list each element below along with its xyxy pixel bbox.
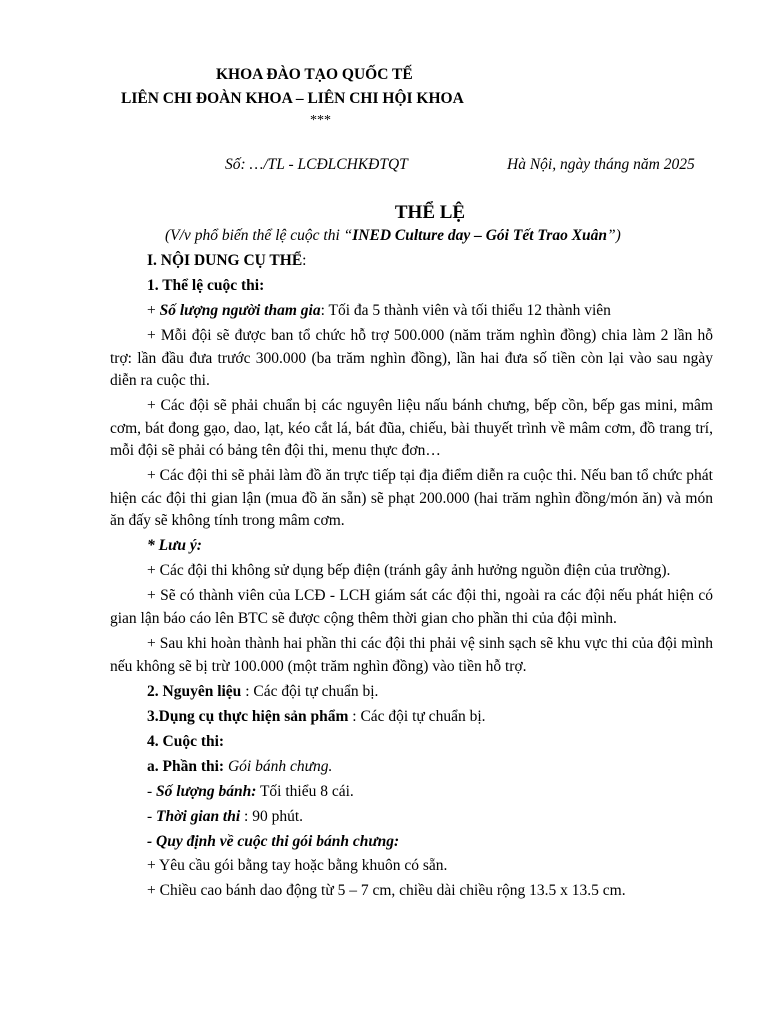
rule-funding: + Mỗi đội sẽ được ban tổ chức hỗ trợ 500.000 (năm trăm nghìn đồng) chia làm 2 lần hỗ trợ: lần đầu đưa trước 300.000 (ba trăm nghìn đồng), lần hai đưa số tiền còn lại vào sau ngày diễn ra cuộc thi. <box>110 326 713 390</box>
subtitle-prefix: (V/v phổ biến thể lệ cuộc thi “ <box>165 227 353 244</box>
rules-heading: 1. Thể lệ cuộc thi: <box>147 276 265 294</box>
rule-preparation: + Các đội sẽ phải chuẩn bị các nguyên liệu nấu bánh chưng, bếp cồn, bếp gas mini, mâm cơm, bát đong gạo, dao, lạt, kéo cắt lá, bát đũa, chiếu, bài thuyết trình về mâm cơm, đồ trang trí, mỗi đội sẽ phải có bảng tên đội thi, menu thực đơn… <box>110 397 713 460</box>
note-supervision: + Sẽ có thành viên của LCĐ - LCH giám sát các đội thi, ngoài ra các đội nếu phát hiện có gian lận báo cáo lên BTC sẽ được cộng thêm thời gian cho phần thi của đội mình. <box>110 587 713 628</box>
wrapping-rule-size: + Chiều cao bánh dao động từ 5 – 7 cm, chiều dài chiều rộng 13.5 x 13.5 cm. <box>147 882 626 900</box>
subtitle-contest-name: INED Culture day – Gói Tết Trao Xuân <box>352 227 608 244</box>
faculty-name: KHOA ĐÀO TẠO QUỐC TẾ <box>216 66 413 83</box>
header-separator: *** <box>310 113 331 128</box>
rule-participants: + Số lượng người tham gia: Tối đa 5 thành viên và tối thiểu 12 thành viên <box>147 301 611 319</box>
rule-cheating-penalty: + Các đội thi sẽ phải làm đồ ăn trực tiếp tại địa điểm diễn ra cuộc thi. Nếu ban tổ chức phát hiện các đội thi gian lận (mua đồ ăn sẵn) sẽ phạt 200.000 (hai trăm nghìn đồng/món ăn) và món ăn đấy sẽ không tính trong mâm cơm. <box>110 467 713 530</box>
contest-time: - Thời gian thi : 90 phút. <box>147 807 304 825</box>
document-body <box>110 250 713 905</box>
cake-quantity: - Số lượng bánh: Tối thiểu 8 cái. <box>147 782 354 800</box>
document-subtitle <box>165 227 621 245</box>
note-electric-stove: + Các đội thi không sử dụng bếp điện (tránh gây ảnh hưởng nguồn điện của trường). <box>147 562 671 580</box>
materials-item: 2. Nguyên liệu : Các đội tự chuẩn bị. <box>147 682 379 700</box>
wrapping-rules-heading: - Quy định về cuộc thi gói bánh chưng: <box>147 832 400 850</box>
subtitle-suffix: ”) <box>607 227 621 244</box>
note-cleanup: + Sau khi hoàn thành hai phần thi các đội thi phải vệ sinh sạch sẽ khu vực thi của đội mình nếu không sẽ bị trừ 100.000 (một trăm nghìn đồng) vào tiền hỗ trợ. <box>110 635 713 675</box>
section-heading: I. NỘI DUNG CỤ THỂ: <box>147 252 307 269</box>
note-heading: * Lưu ý: <box>147 537 202 555</box>
document-number: Số: …/TL - LCĐLCHKĐTQT <box>225 156 408 173</box>
document-title: THỂ LỆ <box>394 202 466 223</box>
tools-item: 3.Dụng cụ thực hiện sản phẩm : Các đội tự chuẩn bị. <box>147 707 486 725</box>
part-a: a. Phần thi: Gói bánh chưng. <box>147 757 333 775</box>
organization-name: LIÊN CHI ĐOÀN KHOA – LIÊN CHI HỘI KHOA <box>121 90 464 107</box>
wrapping-rule-method: + Yêu cầu gói bằng tay hoặc bằng khuôn có sẵn. <box>147 857 448 875</box>
contest-heading: 4. Cuộc thi: <box>147 732 225 750</box>
place-and-date: Hà Nội, ngày tháng năm 2025 <box>507 156 695 173</box>
